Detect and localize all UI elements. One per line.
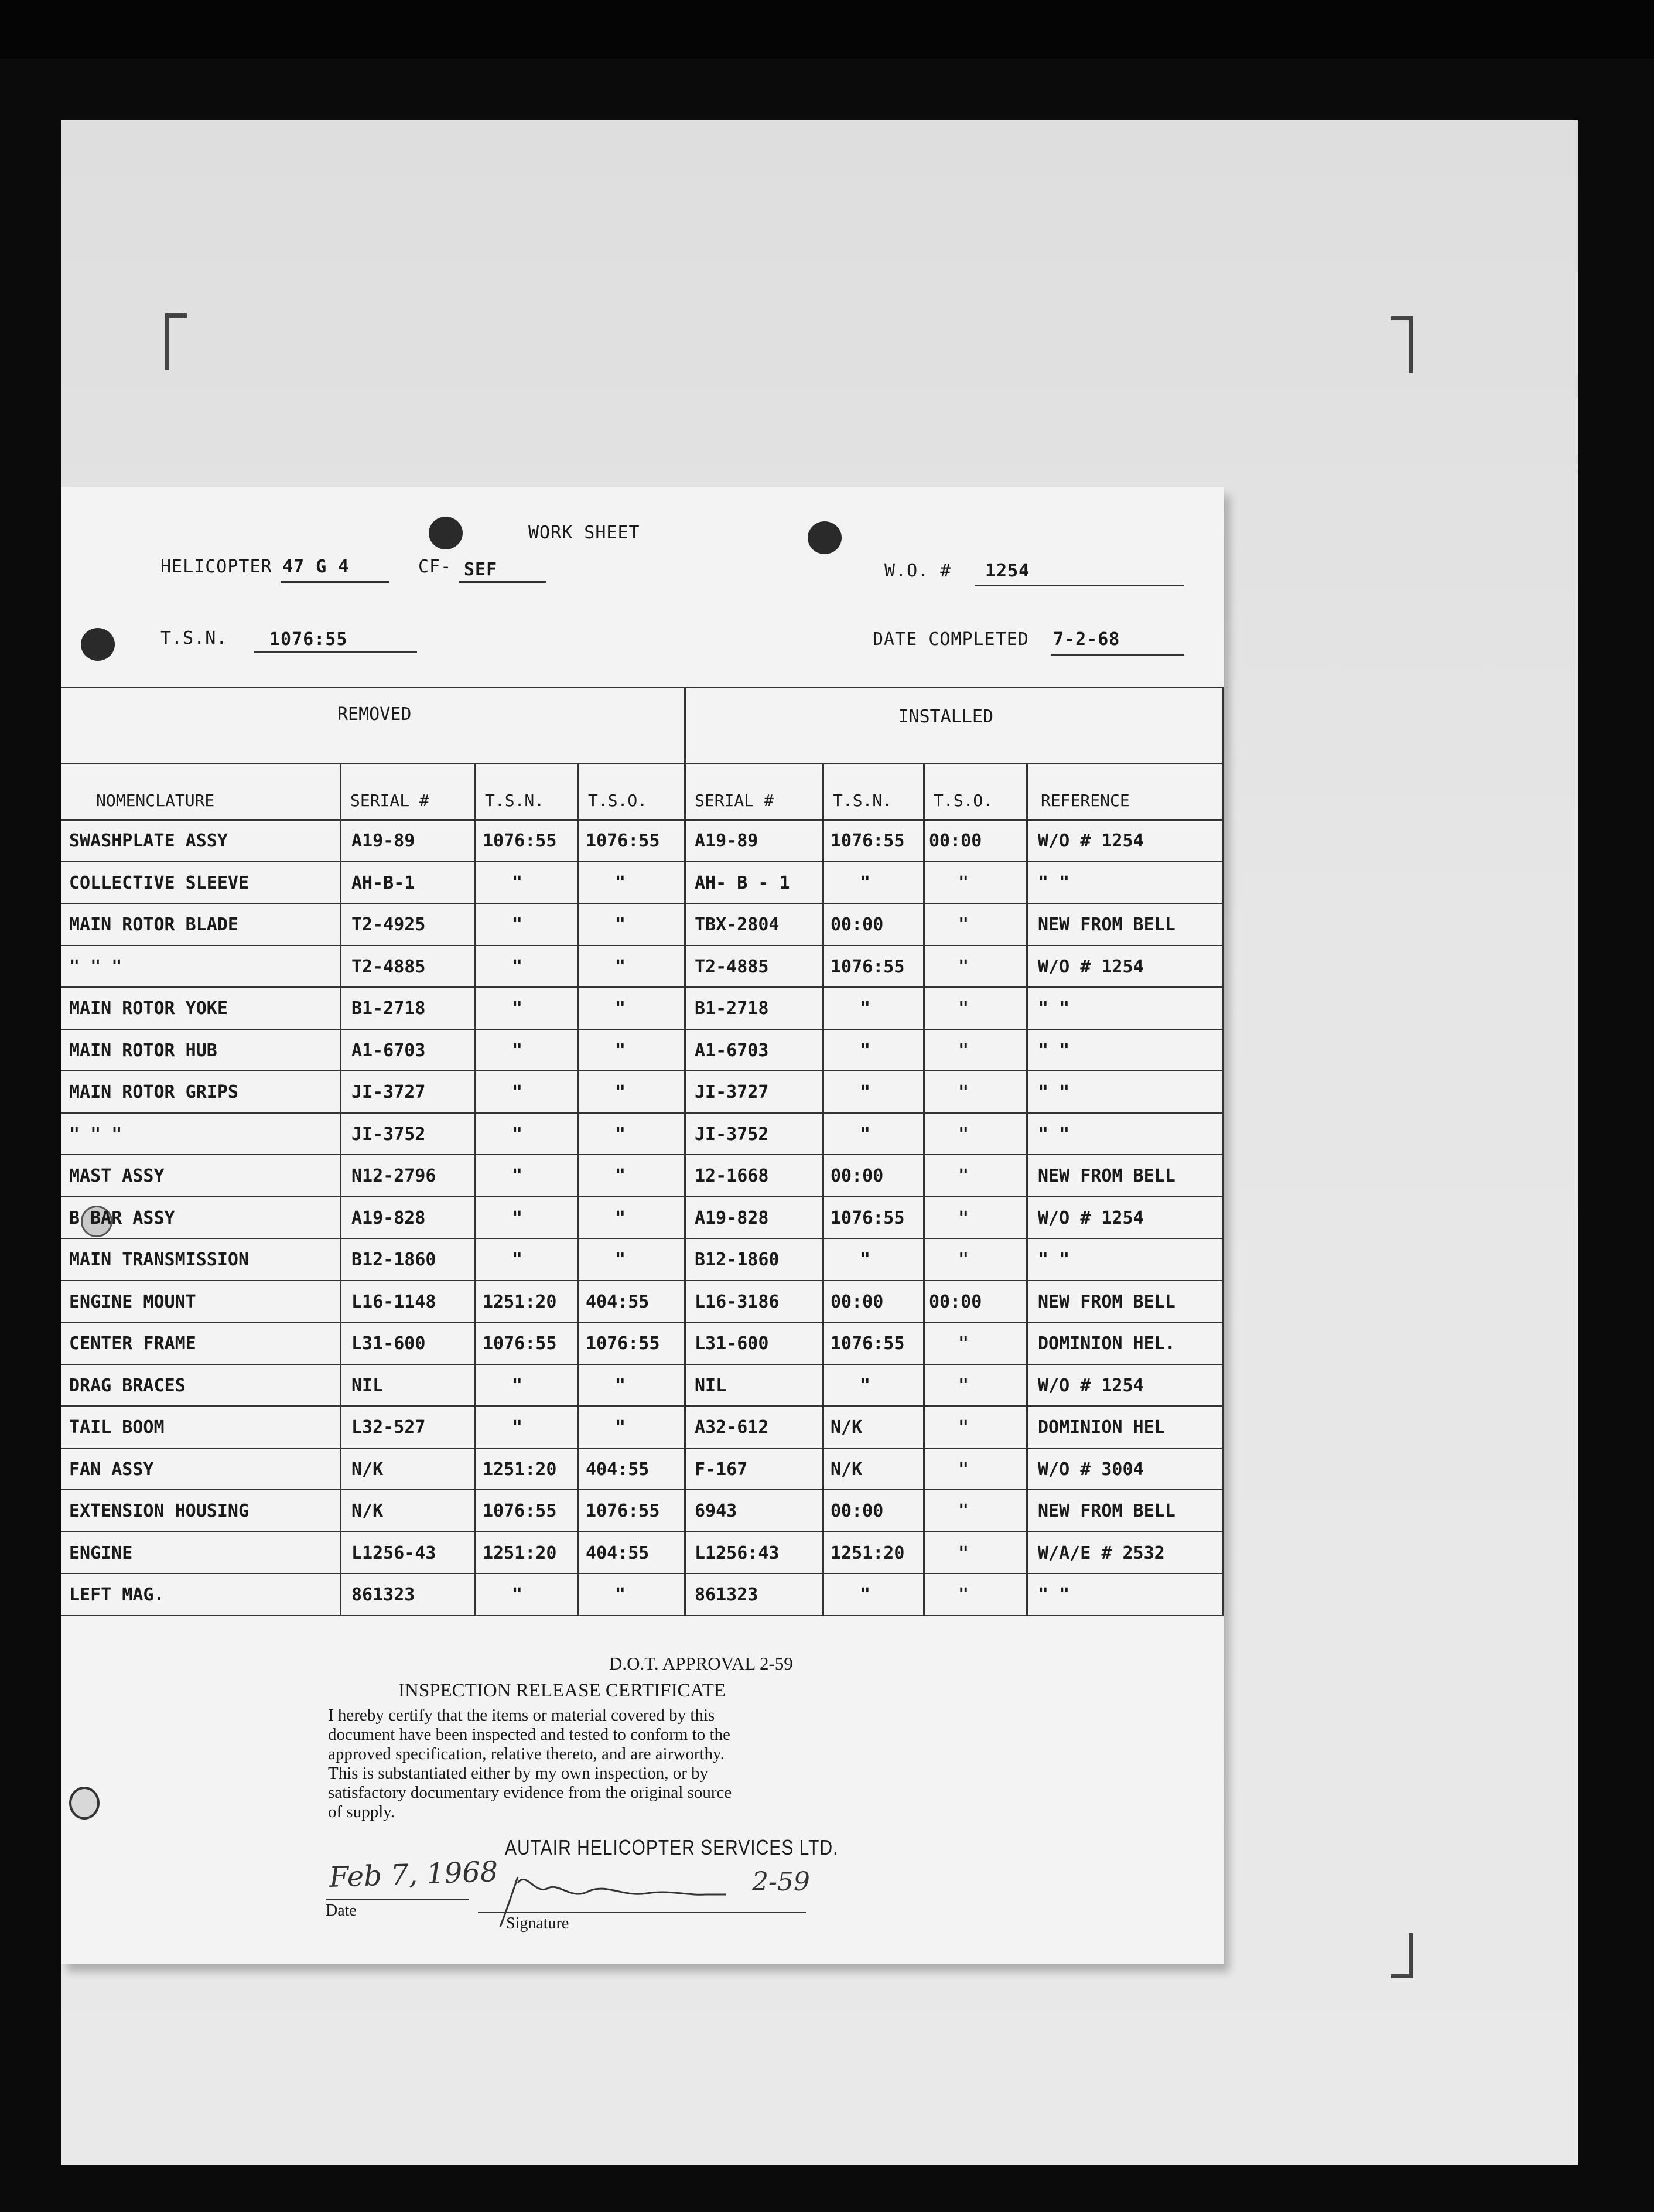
table-rule bbox=[61, 1364, 1224, 1365]
table-cell-reference: NEW FROM BELL bbox=[1038, 1291, 1175, 1312]
table-rule bbox=[61, 1531, 1224, 1532]
table-cell-nomenclature: FAN ASSY bbox=[69, 1459, 154, 1480]
removed-group-header: REMOVED bbox=[337, 704, 412, 725]
table-rule bbox=[61, 1196, 1224, 1197]
table-cell-removed-tsn: " bbox=[512, 872, 523, 893]
table-rule bbox=[61, 903, 1224, 904]
table-cell-nomenclature: MAIN TRANSMISSION bbox=[69, 1250, 250, 1270]
underline bbox=[1051, 654, 1184, 656]
table-cell-nomenclature: " " " bbox=[69, 956, 122, 977]
table-cell-removed-serial: AH-B-1 bbox=[351, 872, 415, 893]
table-cell-removed-tsn: 1076:55 bbox=[483, 831, 557, 851]
table-cell-installed-tso: " bbox=[958, 1333, 969, 1354]
table-cell-installed-tsn: 1076:55 bbox=[831, 956, 905, 977]
table-cell-installed-tsn: 1076:55 bbox=[831, 831, 905, 851]
table-cell-removed-tso: 1076:55 bbox=[586, 1501, 660, 1521]
helicopter-value: 47 G 4 bbox=[282, 557, 350, 577]
table-cell-removed-serial: L32-527 bbox=[351, 1417, 426, 1438]
table-cell-removed-tsn: " bbox=[512, 1207, 523, 1228]
table-cell-reference: " " bbox=[1038, 1250, 1070, 1270]
table-cell-removed-tso: 404:55 bbox=[586, 1291, 650, 1312]
table-cell-nomenclature: DRAG BRACES bbox=[69, 1375, 186, 1396]
table-rule bbox=[61, 687, 1224, 688]
table-cell-nomenclature: MAIN ROTOR HUB bbox=[69, 1040, 217, 1061]
table-cell-reference: NEW FROM BELL bbox=[1038, 914, 1175, 935]
table-cell-nomenclature: MAIN ROTOR YOKE bbox=[69, 998, 228, 1019]
table-cell-installed-serial: B12-1860 bbox=[695, 1250, 780, 1270]
page-title: WORK SHEET bbox=[528, 523, 640, 543]
table-cell-removed-tsn: " bbox=[512, 998, 523, 1019]
table-cell-installed-serial: JI-3752 bbox=[695, 1124, 769, 1145]
dot-approval: D.O.T. APPROVAL 2-59 bbox=[609, 1653, 793, 1674]
table-cell-installed-serial: B1-2718 bbox=[695, 998, 769, 1019]
table-cell-nomenclature: MAST ASSY bbox=[69, 1166, 165, 1186]
table-cell-nomenclature: CENTER FRAME bbox=[69, 1333, 196, 1354]
table-cell-removed-tsn: " bbox=[512, 1250, 523, 1270]
table-cell-removed-tsn: " bbox=[512, 914, 523, 935]
work-sheet-card bbox=[61, 487, 1224, 1964]
table-cell-reference: W/O # 1254 bbox=[1038, 1375, 1144, 1396]
table-cell-installed-tso: " bbox=[958, 1124, 969, 1145]
table-cell-reference: " " bbox=[1038, 998, 1070, 1019]
table-cell-removed-tso: " bbox=[615, 956, 626, 977]
table-cell-installed-tsn: " bbox=[860, 872, 871, 893]
table-cell-installed-tsn: 1076:55 bbox=[831, 1207, 905, 1228]
table-cell-removed-serial: 861323 bbox=[351, 1585, 415, 1605]
table-cell-reference: DOMINION HEL. bbox=[1038, 1333, 1175, 1354]
table-cell-removed-serial: N12-2796 bbox=[351, 1166, 436, 1186]
table-cell-removed-tso: " bbox=[615, 998, 626, 1019]
table-cell-removed-tso: " bbox=[615, 1207, 626, 1228]
table-cell-installed-tso: " bbox=[958, 1585, 969, 1605]
table-cell-installed-serial: 6943 bbox=[695, 1501, 737, 1521]
table-cell-nomenclature: TAIL BOOM bbox=[69, 1417, 165, 1438]
table-cell-removed-tsn: 1251:20 bbox=[483, 1459, 557, 1480]
table-rule bbox=[61, 1070, 1224, 1071]
table-cell-removed-tso: " bbox=[615, 1417, 626, 1438]
table-cell-installed-serial: L31-600 bbox=[695, 1333, 769, 1354]
table-cell-removed-serial: B1-2718 bbox=[351, 998, 426, 1019]
table-cell-installed-tso: " bbox=[958, 956, 969, 977]
table-cell-reference: W/A/E # 2532 bbox=[1038, 1542, 1165, 1564]
punch-hole bbox=[81, 628, 115, 661]
certificate-title: INSPECTION RELEASE CERTIFICATE bbox=[398, 1680, 726, 1701]
table-cell-installed-tsn: N/K bbox=[831, 1417, 863, 1438]
wo-label: W.O. # bbox=[884, 561, 952, 581]
table-cell-removed-serial: N/K bbox=[351, 1459, 384, 1480]
table-rule bbox=[61, 1154, 1224, 1155]
table-cell-installed-tso: " bbox=[958, 1207, 969, 1228]
table-cell-installed-tso: 00:00 bbox=[929, 1291, 982, 1312]
table-cell-installed-serial: A19-828 bbox=[695, 1207, 769, 1228]
table-rule bbox=[61, 1029, 1224, 1030]
table-cell-nomenclature: MAIN ROTOR BLADE bbox=[69, 914, 238, 935]
company-stamp: AUTAIR HELICOPTER SERVICES LTD. bbox=[505, 1836, 839, 1860]
table-cell-installed-tsn: 00:00 bbox=[831, 1166, 884, 1186]
table-cell-nomenclature: MAIN ROTOR GRIPS bbox=[69, 1082, 238, 1102]
table-cell-installed-tso: " bbox=[958, 1417, 969, 1438]
underline bbox=[326, 1899, 469, 1900]
table-cell-installed-serial: NIL bbox=[695, 1375, 727, 1396]
table-cell-nomenclature: ENGINE bbox=[69, 1542, 133, 1564]
table-rule bbox=[684, 687, 686, 1615]
table-cell-removed-tsn: " bbox=[512, 1375, 523, 1396]
cf-label: CF- bbox=[418, 557, 452, 577]
table-cell-nomenclature: B BAR ASSY bbox=[69, 1207, 175, 1228]
table-cell-removed-tsn: " bbox=[512, 1040, 523, 1061]
table-cell-installed-tsn: 00:00 bbox=[831, 1291, 884, 1312]
table-cell-removed-tso: " bbox=[615, 1375, 626, 1396]
table-rule bbox=[61, 1615, 1224, 1616]
table-rule bbox=[61, 945, 1224, 946]
table-cell-reference: NEW FROM BELL bbox=[1038, 1166, 1175, 1186]
table-cell-nomenclature: " " " bbox=[69, 1124, 122, 1145]
table-cell-installed-serial: JI-3727 bbox=[695, 1082, 769, 1102]
table-cell-removed-tso: " bbox=[615, 1166, 626, 1186]
table-rule bbox=[61, 819, 1224, 821]
table-cell-removed-tsn: 1251:20 bbox=[483, 1542, 557, 1564]
table-cell-installed-serial: 861323 bbox=[695, 1585, 758, 1605]
table-cell-removed-serial: T2-4885 bbox=[351, 956, 426, 977]
table-cell-removed-serial: JI-3727 bbox=[351, 1082, 426, 1102]
handwritten-date: Feb 7, 1968 bbox=[329, 1855, 499, 1894]
table-cell-removed-tso: " bbox=[615, 1124, 626, 1145]
table-cell-removed-tsn: 1076:55 bbox=[483, 1333, 557, 1354]
table-cell-reference: W/O # 1254 bbox=[1038, 1207, 1144, 1228]
table-cell-reference: W/O # 1254 bbox=[1038, 831, 1144, 851]
table-rule bbox=[1026, 763, 1028, 1615]
column-header-installed-tso: T.S.O. bbox=[934, 791, 993, 810]
punch-hole bbox=[808, 521, 842, 554]
underline bbox=[281, 581, 389, 583]
table-cell-installed-serial: A19-89 bbox=[695, 831, 758, 851]
table-cell-nomenclature: ENGINE MOUNT bbox=[69, 1291, 196, 1312]
table-cell-removed-serial: N/K bbox=[351, 1501, 384, 1521]
tsn-value: 1076:55 bbox=[269, 629, 348, 650]
date-completed-value: 7-2-68 bbox=[1053, 629, 1120, 650]
table-rule bbox=[61, 861, 1224, 862]
table-cell-installed-tsn: N/K bbox=[831, 1459, 863, 1480]
table-cell-installed-tsn: 1251:20 bbox=[831, 1542, 905, 1564]
certificate-line: I hereby certify that the items or material covered by this bbox=[328, 1706, 715, 1725]
table-cell-installed-serial: F-167 bbox=[695, 1459, 748, 1480]
tsn-label: T.S.N. bbox=[160, 628, 228, 648]
punch-hole bbox=[69, 1787, 100, 1820]
column-header-installed-tsn: T.S.N. bbox=[833, 791, 893, 810]
table-rule bbox=[61, 1405, 1224, 1407]
table-cell-removed-serial: A19-89 bbox=[351, 831, 415, 851]
underline bbox=[478, 1912, 806, 1913]
table-cell-removed-serial: B12-1860 bbox=[351, 1250, 436, 1270]
table-cell-installed-tso: " bbox=[958, 1501, 969, 1521]
table-rule bbox=[61, 1112, 1224, 1114]
cf-value: SEF bbox=[464, 559, 498, 580]
table-cell-removed-tso: " bbox=[615, 872, 626, 893]
table-rule bbox=[61, 1489, 1224, 1490]
table-cell-removed-serial: NIL bbox=[351, 1375, 384, 1396]
table-cell-removed-tso: " bbox=[615, 1585, 626, 1605]
scan-top-strip bbox=[0, 0, 1654, 59]
table-cell-installed-tso: 00:00 bbox=[929, 831, 982, 851]
underline bbox=[459, 581, 546, 583]
table-cell-installed-tsn: " bbox=[860, 1040, 871, 1061]
table-cell-installed-serial: L16-3186 bbox=[695, 1291, 780, 1312]
installed-group-header: INSTALLED bbox=[898, 706, 994, 727]
table-cell-removed-tso: " bbox=[615, 1250, 626, 1270]
table-cell-removed-tso: 404:55 bbox=[586, 1459, 650, 1480]
corner-mark bbox=[1391, 316, 1413, 373]
table-cell-installed-tsn: 00:00 bbox=[831, 1501, 884, 1521]
table-cell-removed-serial: A1-6703 bbox=[351, 1040, 426, 1061]
table-rule bbox=[61, 1280, 1224, 1281]
table-cell-installed-tso: " bbox=[958, 1375, 969, 1396]
table-cell-installed-tso: " bbox=[958, 1250, 969, 1270]
table-cell-installed-serial: L1256:43 bbox=[695, 1542, 780, 1564]
table-cell-removed-tso: " bbox=[615, 914, 626, 935]
table-cell-removed-tso: " bbox=[615, 1040, 626, 1061]
table-cell-removed-tsn: " bbox=[512, 1124, 523, 1145]
helicopter-label: HELICOPTER bbox=[160, 557, 272, 577]
table-cell-removed-tso: 404:55 bbox=[586, 1542, 650, 1564]
table-cell-removed-tsn: 1251:20 bbox=[483, 1291, 557, 1312]
wo-value: 1254 bbox=[985, 561, 1030, 581]
table-cell-removed-tsn: " bbox=[512, 1417, 523, 1438]
signature-label: Signature bbox=[506, 1914, 569, 1933]
table-cell-installed-tsn: " bbox=[860, 1082, 871, 1102]
table-cell-installed-tsn: 00:00 bbox=[831, 914, 884, 935]
underline bbox=[975, 585, 1184, 586]
column-header-removed-tso: T.S.O. bbox=[588, 791, 648, 810]
certificate-line: approved specification, relative thereto, and are airworthy. bbox=[328, 1745, 725, 1763]
date-completed-label: DATE COMPLETED bbox=[873, 629, 1029, 650]
table-cell-installed-serial: TBX-2804 bbox=[695, 914, 780, 935]
table-cell-installed-tso: " bbox=[958, 998, 969, 1019]
table-rule bbox=[577, 763, 579, 1615]
punch-hole bbox=[429, 517, 463, 549]
table-cell-removed-tsn: " bbox=[512, 956, 523, 977]
table-cell-removed-serial: JI-3752 bbox=[351, 1124, 426, 1145]
table-cell-removed-tso: " bbox=[615, 1082, 626, 1102]
table-rule bbox=[61, 1573, 1224, 1574]
table-cell-installed-tsn: " bbox=[860, 1250, 871, 1270]
table-cell-removed-tso: 1076:55 bbox=[586, 831, 660, 851]
column-header-nomenclature: NOMENCLATURE bbox=[96, 791, 215, 810]
table-rule bbox=[61, 986, 1224, 988]
table-cell-nomenclature: LEFT MAG. bbox=[69, 1585, 165, 1605]
table-cell-removed-serial: L31-600 bbox=[351, 1333, 426, 1354]
table-cell-reference: " " bbox=[1038, 1082, 1070, 1102]
table-cell-installed-tso: " bbox=[958, 1166, 969, 1186]
date-label: Date bbox=[326, 1902, 357, 1920]
table-cell-removed-serial: A19-828 bbox=[351, 1207, 426, 1228]
table-cell-installed-tso: " bbox=[958, 872, 969, 893]
table-cell-installed-serial: A32-612 bbox=[695, 1417, 769, 1438]
table-cell-installed-tsn: 1076:55 bbox=[831, 1333, 905, 1354]
table-cell-installed-serial: AH- B - 1 bbox=[695, 872, 790, 893]
table-cell-nomenclature: COLLECTIVE SLEEVE bbox=[69, 872, 250, 893]
table-cell-removed-serial: L1256-43 bbox=[351, 1542, 436, 1564]
table-cell-reference: " " bbox=[1038, 1040, 1070, 1061]
column-header-removed-serial: SERIAL # bbox=[350, 791, 429, 810]
table-rule bbox=[1222, 687, 1224, 1615]
table-cell-installed-tso: " bbox=[958, 1459, 969, 1480]
table-rule bbox=[61, 763, 1224, 764]
table-cell-installed-tsn: " bbox=[860, 998, 871, 1019]
table-cell-installed-tso: " bbox=[958, 1542, 969, 1564]
signature-number: 2-59 bbox=[752, 1867, 810, 1897]
underline bbox=[254, 651, 417, 653]
table-rule bbox=[474, 763, 476, 1615]
table-cell-installed-serial: T2-4885 bbox=[695, 956, 769, 977]
table-cell-reference: " " bbox=[1038, 1124, 1070, 1145]
table-cell-installed-tsn: " bbox=[860, 1585, 871, 1605]
table-cell-installed-tsn: " bbox=[860, 1375, 871, 1396]
table-cell-removed-serial: T2-4925 bbox=[351, 914, 426, 935]
certificate-line: document have been inspected and tested to conform to the bbox=[328, 1725, 730, 1744]
table-cell-installed-tso: " bbox=[958, 1040, 969, 1061]
corner-mark bbox=[1391, 1933, 1413, 1978]
table-rule bbox=[61, 1322, 1224, 1323]
column-header-installed-serial: SERIAL # bbox=[695, 791, 774, 810]
table-cell-reference: W/O # 1254 bbox=[1038, 956, 1144, 977]
table-rule bbox=[923, 763, 925, 1615]
certificate-line: satisfactory documentary evidence from the original source bbox=[328, 1783, 732, 1802]
table-cell-removed-tsn: " bbox=[512, 1082, 523, 1102]
table-cell-installed-tsn: " bbox=[860, 1124, 871, 1145]
table-cell-installed-tso: " bbox=[958, 1082, 969, 1102]
certificate-line: of supply. bbox=[328, 1803, 395, 1821]
table-cell-nomenclature: EXTENSION HOUSING bbox=[69, 1501, 250, 1521]
table-rule bbox=[61, 1238, 1224, 1239]
table-cell-removed-tsn: 1076:55 bbox=[483, 1501, 557, 1521]
table-cell-removed-tsn: " bbox=[512, 1585, 523, 1605]
table-cell-installed-tso: " bbox=[958, 914, 969, 935]
column-header-reference: REFERENCE bbox=[1041, 791, 1130, 810]
table-cell-reference: " " bbox=[1038, 872, 1070, 893]
table-cell-removed-tso: 1076:55 bbox=[586, 1333, 660, 1354]
table-cell-removed-tsn: " bbox=[512, 1166, 523, 1186]
table-rule bbox=[340, 763, 341, 1615]
table-cell-removed-serial: L16-1148 bbox=[351, 1291, 436, 1312]
table-cell-nomenclature: SWASHPLATE ASSY bbox=[69, 831, 228, 851]
certificate-line: This is substantiated either by my own inspection, or by bbox=[328, 1764, 709, 1783]
corner-mark bbox=[165, 313, 187, 370]
table-rule bbox=[61, 1448, 1224, 1449]
certificate-text bbox=[328, 1706, 732, 1822]
table-cell-reference: W/O # 3004 bbox=[1038, 1459, 1144, 1480]
table-cell-installed-serial: 12-1668 bbox=[695, 1166, 769, 1186]
table-cell-installed-serial: A1-6703 bbox=[695, 1040, 769, 1061]
table-cell-reference: " " bbox=[1038, 1585, 1070, 1605]
column-header-removed-tsn: T.S.N. bbox=[485, 791, 545, 810]
table-cell-reference: NEW FROM BELL bbox=[1038, 1501, 1175, 1521]
table-cell-reference: DOMINION HEL bbox=[1038, 1417, 1165, 1438]
table-rule bbox=[822, 763, 824, 1615]
